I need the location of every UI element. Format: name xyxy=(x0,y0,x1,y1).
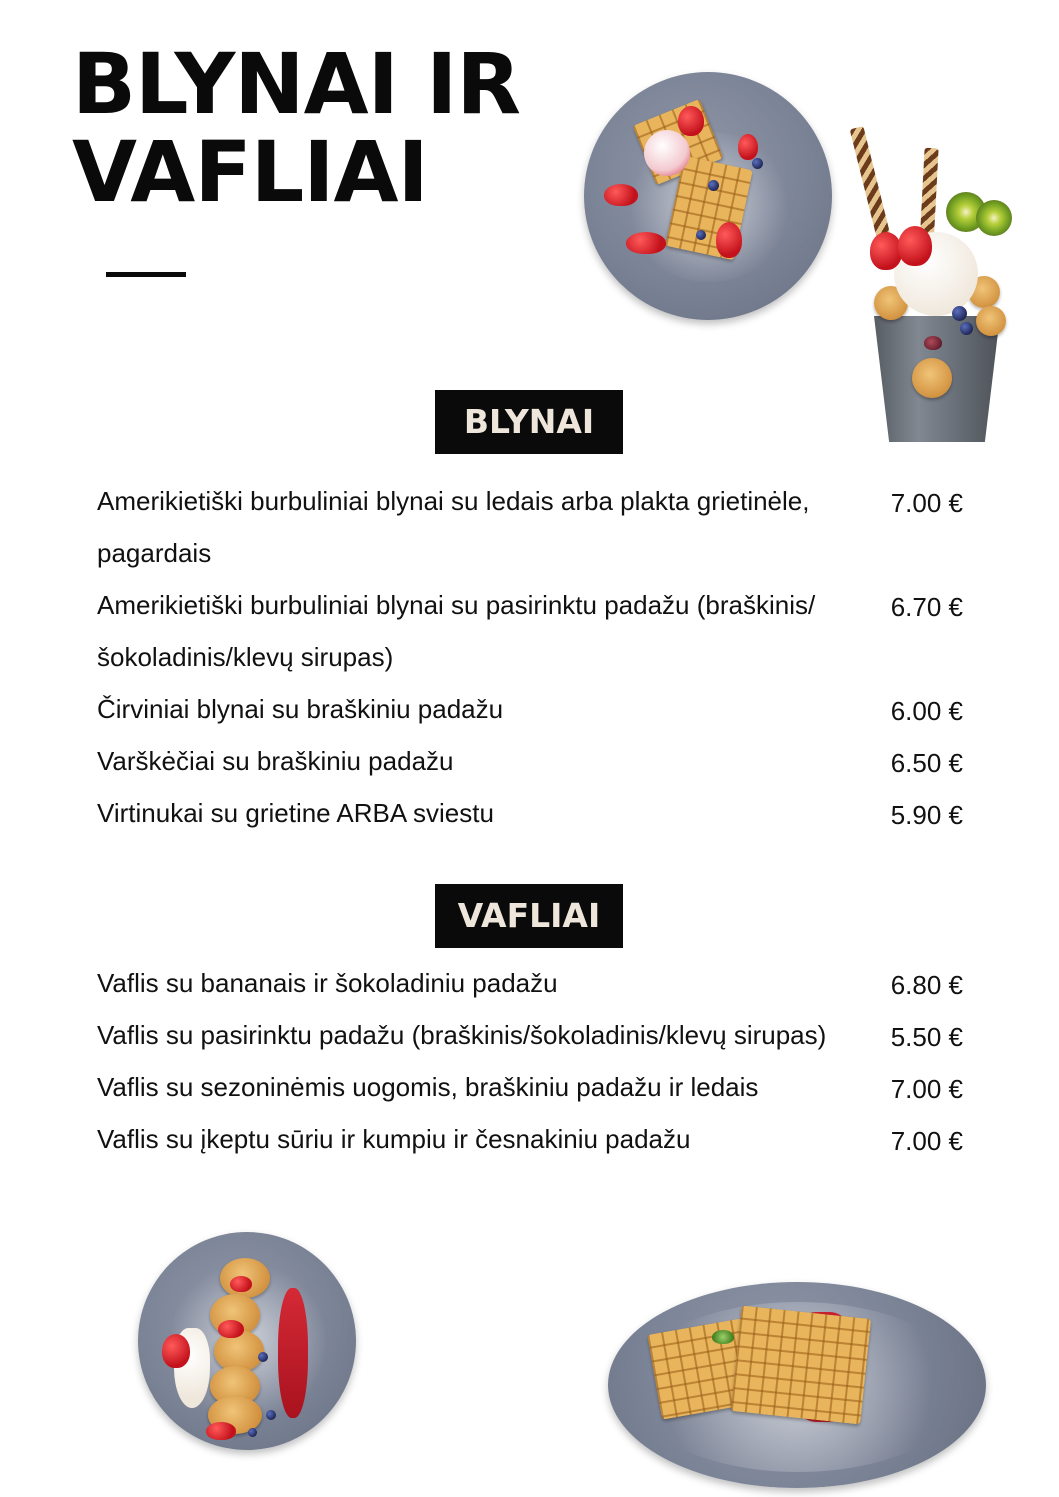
menu-item-price: 6.70 € xyxy=(890,592,963,622)
vafliai-menu-list xyxy=(97,957,963,1165)
menu-item xyxy=(97,957,963,1009)
menu-item xyxy=(97,735,963,787)
menu-item xyxy=(97,1113,963,1165)
page-title-line-2: VAFLIAI xyxy=(72,123,428,221)
menu-item-name: Vaflis su sezoninėmis uogomis, braškiniu padažu ir ledais xyxy=(97,1072,759,1102)
menu-item-price: 7.00 € xyxy=(890,488,963,518)
menu-item-price: 7.00 € xyxy=(890,1126,963,1156)
menu-item-price: 5.90 € xyxy=(890,800,963,830)
pancake-plate-photo xyxy=(138,1232,356,1450)
menu-item-name: Amerikietiški burbuliniai blynai su ledais arba plakta grietinėle, pagardais xyxy=(97,486,810,568)
page-title xyxy=(72,35,521,221)
menu-item-name: Vaflis su pasirinktu padažu (braškinis/šokoladinis/klevų sirupas) xyxy=(97,1020,827,1050)
blynai-menu-list xyxy=(97,475,963,839)
menu-item xyxy=(97,787,963,839)
menu-item-name: Virtinukai su grietine ARBA sviestu xyxy=(97,798,494,828)
section-heading-blynai: BLYNAI xyxy=(435,390,623,454)
menu-item xyxy=(97,1009,963,1061)
ice-cream-sundae-photo xyxy=(848,126,1016,446)
section-heading-vafliai: VAFLIAI xyxy=(435,884,623,948)
menu-item xyxy=(97,475,963,579)
menu-item-name: Čirviniai blynai su braškiniu padažu xyxy=(97,694,504,724)
menu-item xyxy=(97,579,963,683)
menu-item xyxy=(97,683,963,735)
page-title-line-1: BLYNAI IR xyxy=(72,35,521,133)
menu-item-name: Vaflis su bananais ir šokoladiniu padažu xyxy=(97,968,558,998)
menu-item-name: Vaflis su įkeptu sūriu ir kumpiu ir česnakiniu padažu xyxy=(97,1124,691,1154)
title-underline xyxy=(106,272,186,277)
menu-item-price: 6.50 € xyxy=(890,748,963,778)
waffle-plate-photo-large xyxy=(608,1282,986,1488)
menu-item-name: Varškėčiai su braškiniu padažu xyxy=(97,746,454,776)
menu-item xyxy=(97,1061,963,1113)
menu-item-price: 7.00 € xyxy=(890,1074,963,1104)
menu-item-name: Amerikietiški burbuliniai blynai su pasirinktu padažu (braškinis/šokoladinis/klevų sirupas) xyxy=(97,590,816,672)
waffle-plate-photo xyxy=(584,72,832,320)
menu-item-price: 6.00 € xyxy=(890,696,963,726)
menu-item-price: 6.80 € xyxy=(890,970,963,1000)
menu-item-price: 5.50 € xyxy=(890,1022,963,1052)
